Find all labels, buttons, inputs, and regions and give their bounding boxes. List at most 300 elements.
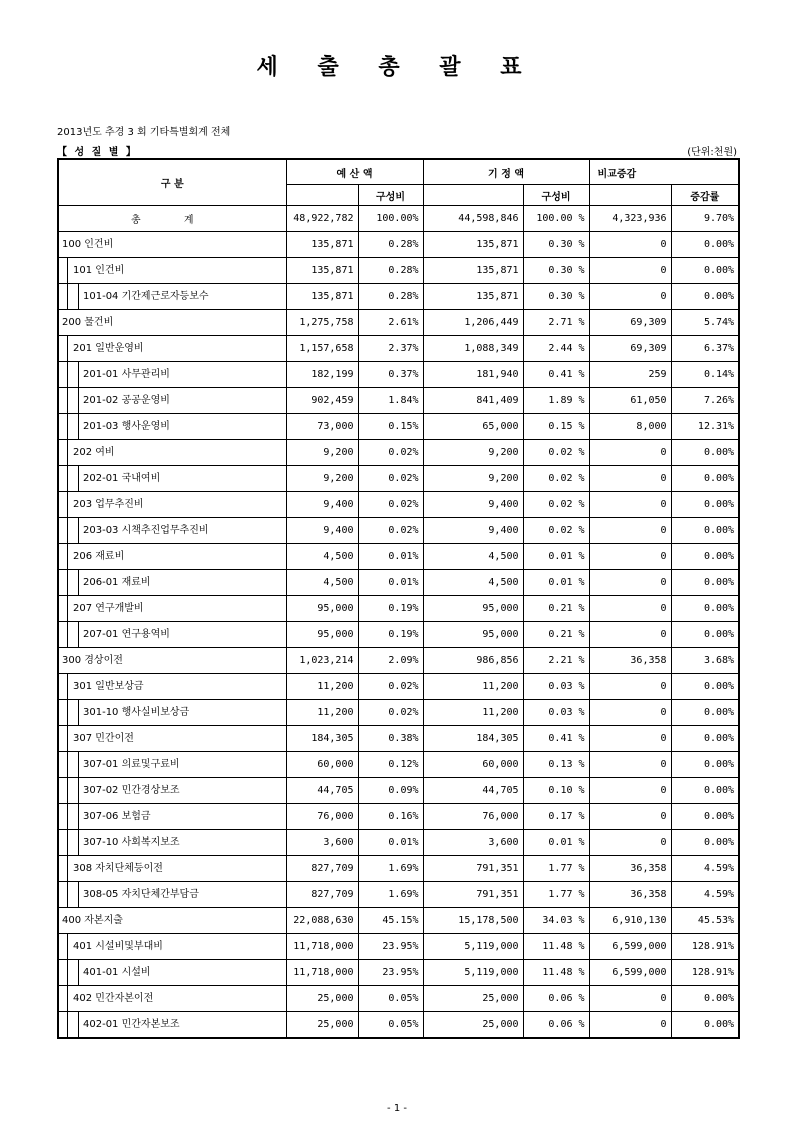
row-label <box>58 310 286 336</box>
cell-diff-rate: 0.00% <box>671 518 739 544</box>
header-gubun: 구 분 <box>58 159 286 206</box>
cell-diff: 0 <box>589 778 671 804</box>
cell-diff-rate: 0.00% <box>671 570 739 596</box>
row-label <box>58 908 286 934</box>
level-divider <box>67 674 68 699</box>
row-label <box>58 544 286 570</box>
cell-budget-ratio: 45.15% <box>358 908 423 934</box>
cell-budget-ratio: 0.02% <box>358 674 423 700</box>
cell-budget-ratio: 0.28% <box>358 232 423 258</box>
row-label-text: 307-01 의료및구료비 <box>83 759 180 770</box>
cell-budget: 95,000 <box>286 596 358 622</box>
cell-budget: 9,400 <box>286 492 358 518</box>
table-row <box>58 1012 739 1039</box>
cell-existing: 44,705 <box>423 778 523 804</box>
cell-existing: 986,856 <box>423 648 523 674</box>
table-row <box>58 856 739 882</box>
cell-budget: 11,200 <box>286 700 358 726</box>
row-label <box>58 986 286 1012</box>
row-label-text: 301-10 행사실비보상금 <box>83 707 190 718</box>
cell-budget-ratio: 0.01% <box>358 570 423 596</box>
row-label-text: 206-01 재료비 <box>83 577 151 588</box>
row-label-text: 207 연구개발비 <box>73 603 144 614</box>
cell-budget-ratio: 0.09% <box>358 778 423 804</box>
cell-diff-rate: 0.00% <box>671 752 739 778</box>
cell-budget-ratio: 0.19% <box>358 596 423 622</box>
cell-budget-ratio: 23.95% <box>358 960 423 986</box>
cell-budget-ratio: 0.05% <box>358 1012 423 1039</box>
level-divider <box>67 752 68 777</box>
row-label-text: 100 인건비 <box>62 239 114 250</box>
cell-existing: 791,351 <box>423 882 523 908</box>
cell-diff-rate: 0.00% <box>671 804 739 830</box>
cell-existing: 841,409 <box>423 388 523 414</box>
cell-budget-ratio: 2.61% <box>358 310 423 336</box>
cell-existing-ratio: 2.44 % <box>523 336 589 362</box>
level-divider <box>67 700 68 725</box>
row-label <box>58 362 286 388</box>
level-divider <box>67 284 68 309</box>
row-label-text: 308 자치단체등이전 <box>73 863 163 874</box>
cell-existing: 184,305 <box>423 726 523 752</box>
row-label-text: 201 일반운영비 <box>73 343 144 354</box>
page-number: - 1 - <box>387 1103 407 1114</box>
cell-budget-ratio: 0.05% <box>358 986 423 1012</box>
cell-budget-ratio: 0.02% <box>358 700 423 726</box>
row-label-text: 401-01 시설비 <box>83 967 151 978</box>
cell-diff-rate: 0.00% <box>671 830 739 856</box>
table-row <box>58 830 739 856</box>
level-divider <box>67 258 68 283</box>
cell-existing: 9,200 <box>423 466 523 492</box>
cell-existing: 9,400 <box>423 492 523 518</box>
row-label-text: 207-01 연구용역비 <box>83 629 170 640</box>
cell-existing-ratio: 0.13 % <box>523 752 589 778</box>
level-divider <box>67 622 68 647</box>
table-row <box>58 544 739 570</box>
cell-existing: 4,500 <box>423 544 523 570</box>
cell-budget: 95,000 <box>286 622 358 648</box>
row-label <box>58 492 286 518</box>
cell-existing-ratio: 0.41 % <box>523 726 589 752</box>
cell-existing: 76,000 <box>423 804 523 830</box>
row-label <box>58 414 286 440</box>
level-divider <box>67 544 68 569</box>
cell-existing: 135,871 <box>423 258 523 284</box>
total-existing-ratio: 100.00 % <box>523 206 589 232</box>
cell-diff-rate: 0.00% <box>671 466 739 492</box>
cell-diff: 69,309 <box>589 310 671 336</box>
row-label <box>58 596 286 622</box>
cell-existing-ratio: 34.03 % <box>523 908 589 934</box>
table-row <box>58 362 739 388</box>
cell-diff-rate: 0.00% <box>671 986 739 1012</box>
cell-existing-ratio: 1.89 % <box>523 388 589 414</box>
cell-budget-ratio: 0.02% <box>358 440 423 466</box>
level-divider <box>67 518 68 543</box>
total-budget-ratio: 100.00% <box>358 206 423 232</box>
cell-diff: 36,358 <box>589 882 671 908</box>
row-label-text: 200 물건비 <box>62 317 114 328</box>
row-label <box>58 752 286 778</box>
cell-existing-ratio: 0.21 % <box>523 622 589 648</box>
level-divider <box>67 362 68 387</box>
row-label <box>58 570 286 596</box>
cell-diff: 0 <box>589 804 671 830</box>
cell-existing: 5,119,000 <box>423 934 523 960</box>
row-label-text: 307-02 민간경상보조 <box>83 785 180 796</box>
table-row <box>58 466 739 492</box>
row-label <box>58 648 286 674</box>
level-divider <box>67 440 68 465</box>
cell-diff: 0 <box>589 1012 671 1039</box>
cell-budget-ratio: 0.02% <box>358 518 423 544</box>
cell-budget: 44,705 <box>286 778 358 804</box>
cell-diff-rate: 4.59% <box>671 856 739 882</box>
cell-diff-rate: 3.68% <box>671 648 739 674</box>
cell-diff: 0 <box>589 674 671 700</box>
table-row <box>58 310 739 336</box>
level-divider <box>67 856 68 881</box>
cell-diff: 0 <box>589 492 671 518</box>
row-label-text: 300 경상이전 <box>62 655 123 666</box>
cell-diff-rate: 0.00% <box>671 492 739 518</box>
level-divider <box>67 388 68 413</box>
table-row <box>58 700 739 726</box>
row-label <box>58 804 286 830</box>
cell-existing: 1,206,449 <box>423 310 523 336</box>
cell-budget-ratio: 0.28% <box>358 258 423 284</box>
cell-existing-ratio: 2.71 % <box>523 310 589 336</box>
cell-diff-rate: 0.00% <box>671 1012 739 1039</box>
cell-existing-ratio: 0.30 % <box>523 284 589 310</box>
cell-budget-ratio: 0.37% <box>358 362 423 388</box>
total-diff-rate: 9.70% <box>671 206 739 232</box>
cell-budget-ratio: 0.01% <box>358 830 423 856</box>
cell-existing-ratio: 0.02 % <box>523 466 589 492</box>
level-divider <box>78 466 79 491</box>
header-existing: 기 정 액 <box>423 159 589 185</box>
cell-budget: 25,000 <box>286 986 358 1012</box>
row-label-text: 307-06 보험금 <box>83 811 151 822</box>
cell-diff-rate: 6.37% <box>671 336 739 362</box>
cell-budget: 827,709 <box>286 882 358 908</box>
cell-existing: 1,088,349 <box>423 336 523 362</box>
cell-diff: 6,599,000 <box>589 960 671 986</box>
cell-diff-rate: 0.00% <box>671 700 739 726</box>
level-divider <box>78 570 79 595</box>
cell-diff-rate: 12.31% <box>671 414 739 440</box>
cell-budget: 22,088,630 <box>286 908 358 934</box>
cell-diff: 0 <box>589 752 671 778</box>
row-label-text: 307 민간이전 <box>73 733 134 744</box>
row-label <box>58 258 286 284</box>
row-label <box>58 336 286 362</box>
row-label <box>58 934 286 960</box>
cell-diff-rate: 0.00% <box>671 544 739 570</box>
cell-diff-rate: 0.00% <box>671 778 739 804</box>
cell-existing: 135,871 <box>423 284 523 310</box>
level-divider <box>67 596 68 621</box>
row-label-text: 201-01 사무관리비 <box>83 369 170 380</box>
table-row <box>58 518 739 544</box>
cell-budget: 1,023,214 <box>286 648 358 674</box>
cell-diff-rate: 0.00% <box>671 622 739 648</box>
row-label-text: 201-03 행사운영비 <box>83 421 170 432</box>
level-divider <box>78 622 79 647</box>
cell-diff: 61,050 <box>589 388 671 414</box>
cell-existing-ratio: 0.30 % <box>523 258 589 284</box>
table-row <box>58 908 739 934</box>
cell-diff: 0 <box>589 986 671 1012</box>
table-row <box>58 232 739 258</box>
cell-budget: 11,200 <box>286 674 358 700</box>
cell-budget: 9,200 <box>286 466 358 492</box>
cell-diff-rate: 4.59% <box>671 882 739 908</box>
cell-budget-ratio: 0.38% <box>358 726 423 752</box>
level-divider <box>78 284 79 309</box>
row-label <box>58 284 286 310</box>
level-divider <box>67 414 68 439</box>
cell-diff-rate: 0.14% <box>671 362 739 388</box>
cell-budget: 135,871 <box>286 284 358 310</box>
cell-budget-ratio: 2.37% <box>358 336 423 362</box>
level-divider <box>67 778 68 803</box>
expenditure-summary-table <box>57 158 740 1039</box>
level-divider <box>78 518 79 543</box>
level-divider <box>78 388 79 413</box>
row-label-text: 401 시설비및부대비 <box>73 941 163 952</box>
cell-diff: 36,358 <box>589 648 671 674</box>
row-label <box>58 674 286 700</box>
row-label-text: 301 일반보상금 <box>73 681 144 692</box>
cell-diff-rate: 0.00% <box>671 674 739 700</box>
cell-existing-ratio: 0.01 % <box>523 544 589 570</box>
cell-diff: 6,599,000 <box>589 934 671 960</box>
table-row <box>58 440 739 466</box>
level-divider <box>78 700 79 725</box>
cell-budget-ratio: 1.69% <box>358 882 423 908</box>
header-existing-ratio: 구성비 <box>523 185 589 206</box>
level-divider <box>67 726 68 751</box>
table-row <box>58 388 739 414</box>
cell-existing: 135,871 <box>423 232 523 258</box>
document-subtitle: 2013년도 추경 3 회 기타특별회계 전체 <box>57 127 231 138</box>
cell-existing: 11,200 <box>423 700 523 726</box>
cell-budget: 1,275,758 <box>286 310 358 336</box>
level-divider <box>78 362 79 387</box>
cell-existing: 181,940 <box>423 362 523 388</box>
cell-diff-rate: 0.00% <box>671 596 739 622</box>
cell-diff: 0 <box>589 258 671 284</box>
cell-existing-ratio: 0.21 % <box>523 596 589 622</box>
cell-budget: 182,199 <box>286 362 358 388</box>
cell-budget-ratio: 0.02% <box>358 492 423 518</box>
table-row <box>58 882 739 908</box>
cell-existing-ratio: 0.02 % <box>523 518 589 544</box>
cell-existing: 25,000 <box>423 986 523 1012</box>
cell-existing: 95,000 <box>423 622 523 648</box>
table-row <box>58 414 739 440</box>
cell-diff: 0 <box>589 570 671 596</box>
cell-existing-ratio: 0.41 % <box>523 362 589 388</box>
cell-diff-rate: 0.00% <box>671 440 739 466</box>
cell-existing: 65,000 <box>423 414 523 440</box>
cell-budget-ratio: 0.15% <box>358 414 423 440</box>
cell-diff-rate: 5.74% <box>671 310 739 336</box>
row-label <box>58 440 286 466</box>
row-label <box>58 388 286 414</box>
table-row <box>58 804 739 830</box>
row-label <box>58 1012 286 1039</box>
cell-existing-ratio: 0.03 % <box>523 700 589 726</box>
header-budget: 예 산 액 <box>286 159 423 185</box>
level-divider <box>67 1012 68 1037</box>
header-diff: 비교증감 <box>589 159 739 185</box>
row-label-text: 203 업무추진비 <box>73 499 144 510</box>
level-divider <box>78 414 79 439</box>
cell-diff-rate: 0.00% <box>671 726 739 752</box>
cell-diff: 8,000 <box>589 414 671 440</box>
level-divider <box>78 1012 79 1037</box>
row-label <box>58 778 286 804</box>
cell-diff-rate: 128.91% <box>671 960 739 986</box>
level-divider <box>67 960 68 985</box>
cell-existing-ratio: 1.77 % <box>523 882 589 908</box>
cell-existing: 95,000 <box>423 596 523 622</box>
cell-existing-ratio: 0.10 % <box>523 778 589 804</box>
cell-diff-rate: 45.53% <box>671 908 739 934</box>
cell-budget: 11,718,000 <box>286 960 358 986</box>
cell-diff: 69,309 <box>589 336 671 362</box>
table-row <box>58 596 739 622</box>
cell-budget-ratio: 1.69% <box>358 856 423 882</box>
cell-diff: 0 <box>589 440 671 466</box>
row-label <box>58 232 286 258</box>
table-row <box>58 648 739 674</box>
level-divider <box>67 336 68 361</box>
row-label-text: 400 자본지출 <box>62 915 123 926</box>
row-label-text: 202-01 국내여비 <box>83 473 161 484</box>
cell-budget: 11,718,000 <box>286 934 358 960</box>
cell-budget-ratio: 0.19% <box>358 622 423 648</box>
row-label <box>58 856 286 882</box>
cell-existing-ratio: 0.01 % <box>523 570 589 596</box>
row-label-text: 307-10 사회복지보조 <box>83 837 180 848</box>
cell-diff: 36,358 <box>589 856 671 882</box>
row-label <box>58 466 286 492</box>
row-label <box>58 622 286 648</box>
cell-diff: 0 <box>589 622 671 648</box>
cell-existing-ratio: 0.30 % <box>523 232 589 258</box>
table-row <box>58 726 739 752</box>
cell-existing-ratio: 0.01 % <box>523 830 589 856</box>
level-divider <box>78 804 79 829</box>
cell-existing-ratio: 0.15 % <box>523 414 589 440</box>
cell-existing: 9,400 <box>423 518 523 544</box>
cell-budget: 3,600 <box>286 830 358 856</box>
level-divider <box>78 778 79 803</box>
level-divider <box>78 882 79 907</box>
cell-budget-ratio: 0.02% <box>358 466 423 492</box>
row-label <box>58 518 286 544</box>
cell-diff: 0 <box>589 466 671 492</box>
cell-diff-rate: 128.91% <box>671 934 739 960</box>
table-row <box>58 622 739 648</box>
cell-budget: 73,000 <box>286 414 358 440</box>
cell-existing: 15,178,500 <box>423 908 523 934</box>
level-divider <box>67 882 68 907</box>
cell-budget: 1,157,658 <box>286 336 358 362</box>
cell-diff-rate: 7.26% <box>671 388 739 414</box>
total-existing: 44,598,846 <box>423 206 523 232</box>
cell-budget: 184,305 <box>286 726 358 752</box>
cell-existing-ratio: 11.48 % <box>523 960 589 986</box>
cell-diff: 0 <box>589 518 671 544</box>
table-row <box>58 336 739 362</box>
row-label-text: 201-02 공공운영비 <box>83 395 170 406</box>
cell-existing-ratio: 1.77 % <box>523 856 589 882</box>
row-label <box>58 700 286 726</box>
cell-diff: 259 <box>589 362 671 388</box>
header-diff-rate: 증감률 <box>671 185 739 206</box>
cell-existing: 25,000 <box>423 1012 523 1039</box>
level-divider <box>67 492 68 517</box>
cell-budget-ratio: 23.95% <box>358 934 423 960</box>
total-diff: 4,323,936 <box>589 206 671 232</box>
table-row <box>58 258 739 284</box>
row-label-text: 203-03 시책추진업무추진비 <box>83 525 209 536</box>
cell-budget: 4,500 <box>286 570 358 596</box>
cell-existing-ratio: 0.03 % <box>523 674 589 700</box>
total-row <box>58 206 739 232</box>
cell-existing-ratio: 0.06 % <box>523 1012 589 1039</box>
level-divider <box>67 934 68 959</box>
unit-label: (단위:천원) <box>687 147 737 158</box>
row-label-text: 402 민간자본이전 <box>73 993 154 1004</box>
level-divider <box>67 466 68 491</box>
cell-diff: 6,910,130 <box>589 908 671 934</box>
table-row <box>58 570 739 596</box>
cell-budget: 76,000 <box>286 804 358 830</box>
cell-diff: 0 <box>589 232 671 258</box>
row-label-text: 101 인건비 <box>73 265 125 276</box>
header-budget-ratio: 구성비 <box>358 185 423 206</box>
level-divider <box>67 986 68 1011</box>
cell-existing-ratio: 11.48 % <box>523 934 589 960</box>
table-row <box>58 674 739 700</box>
level-divider <box>78 752 79 777</box>
cell-existing-ratio: 2.21 % <box>523 648 589 674</box>
cell-existing: 9,200 <box>423 440 523 466</box>
cell-diff: 0 <box>589 544 671 570</box>
row-label <box>58 960 286 986</box>
cell-diff: 0 <box>589 700 671 726</box>
cell-diff-rate: 0.00% <box>671 232 739 258</box>
cell-existing-ratio: 0.02 % <box>523 440 589 466</box>
level-divider <box>67 570 68 595</box>
table-row <box>58 284 739 310</box>
cell-budget-ratio: 0.01% <box>358 544 423 570</box>
table-row <box>58 492 739 518</box>
cell-budget-ratio: 0.12% <box>358 752 423 778</box>
row-label-text: 402-01 민간자본보조 <box>83 1019 180 1030</box>
total-label: 총 계 <box>58 206 286 232</box>
level-divider <box>78 960 79 985</box>
table-row <box>58 752 739 778</box>
table-row <box>58 934 739 960</box>
cell-budget: 135,871 <box>286 258 358 284</box>
